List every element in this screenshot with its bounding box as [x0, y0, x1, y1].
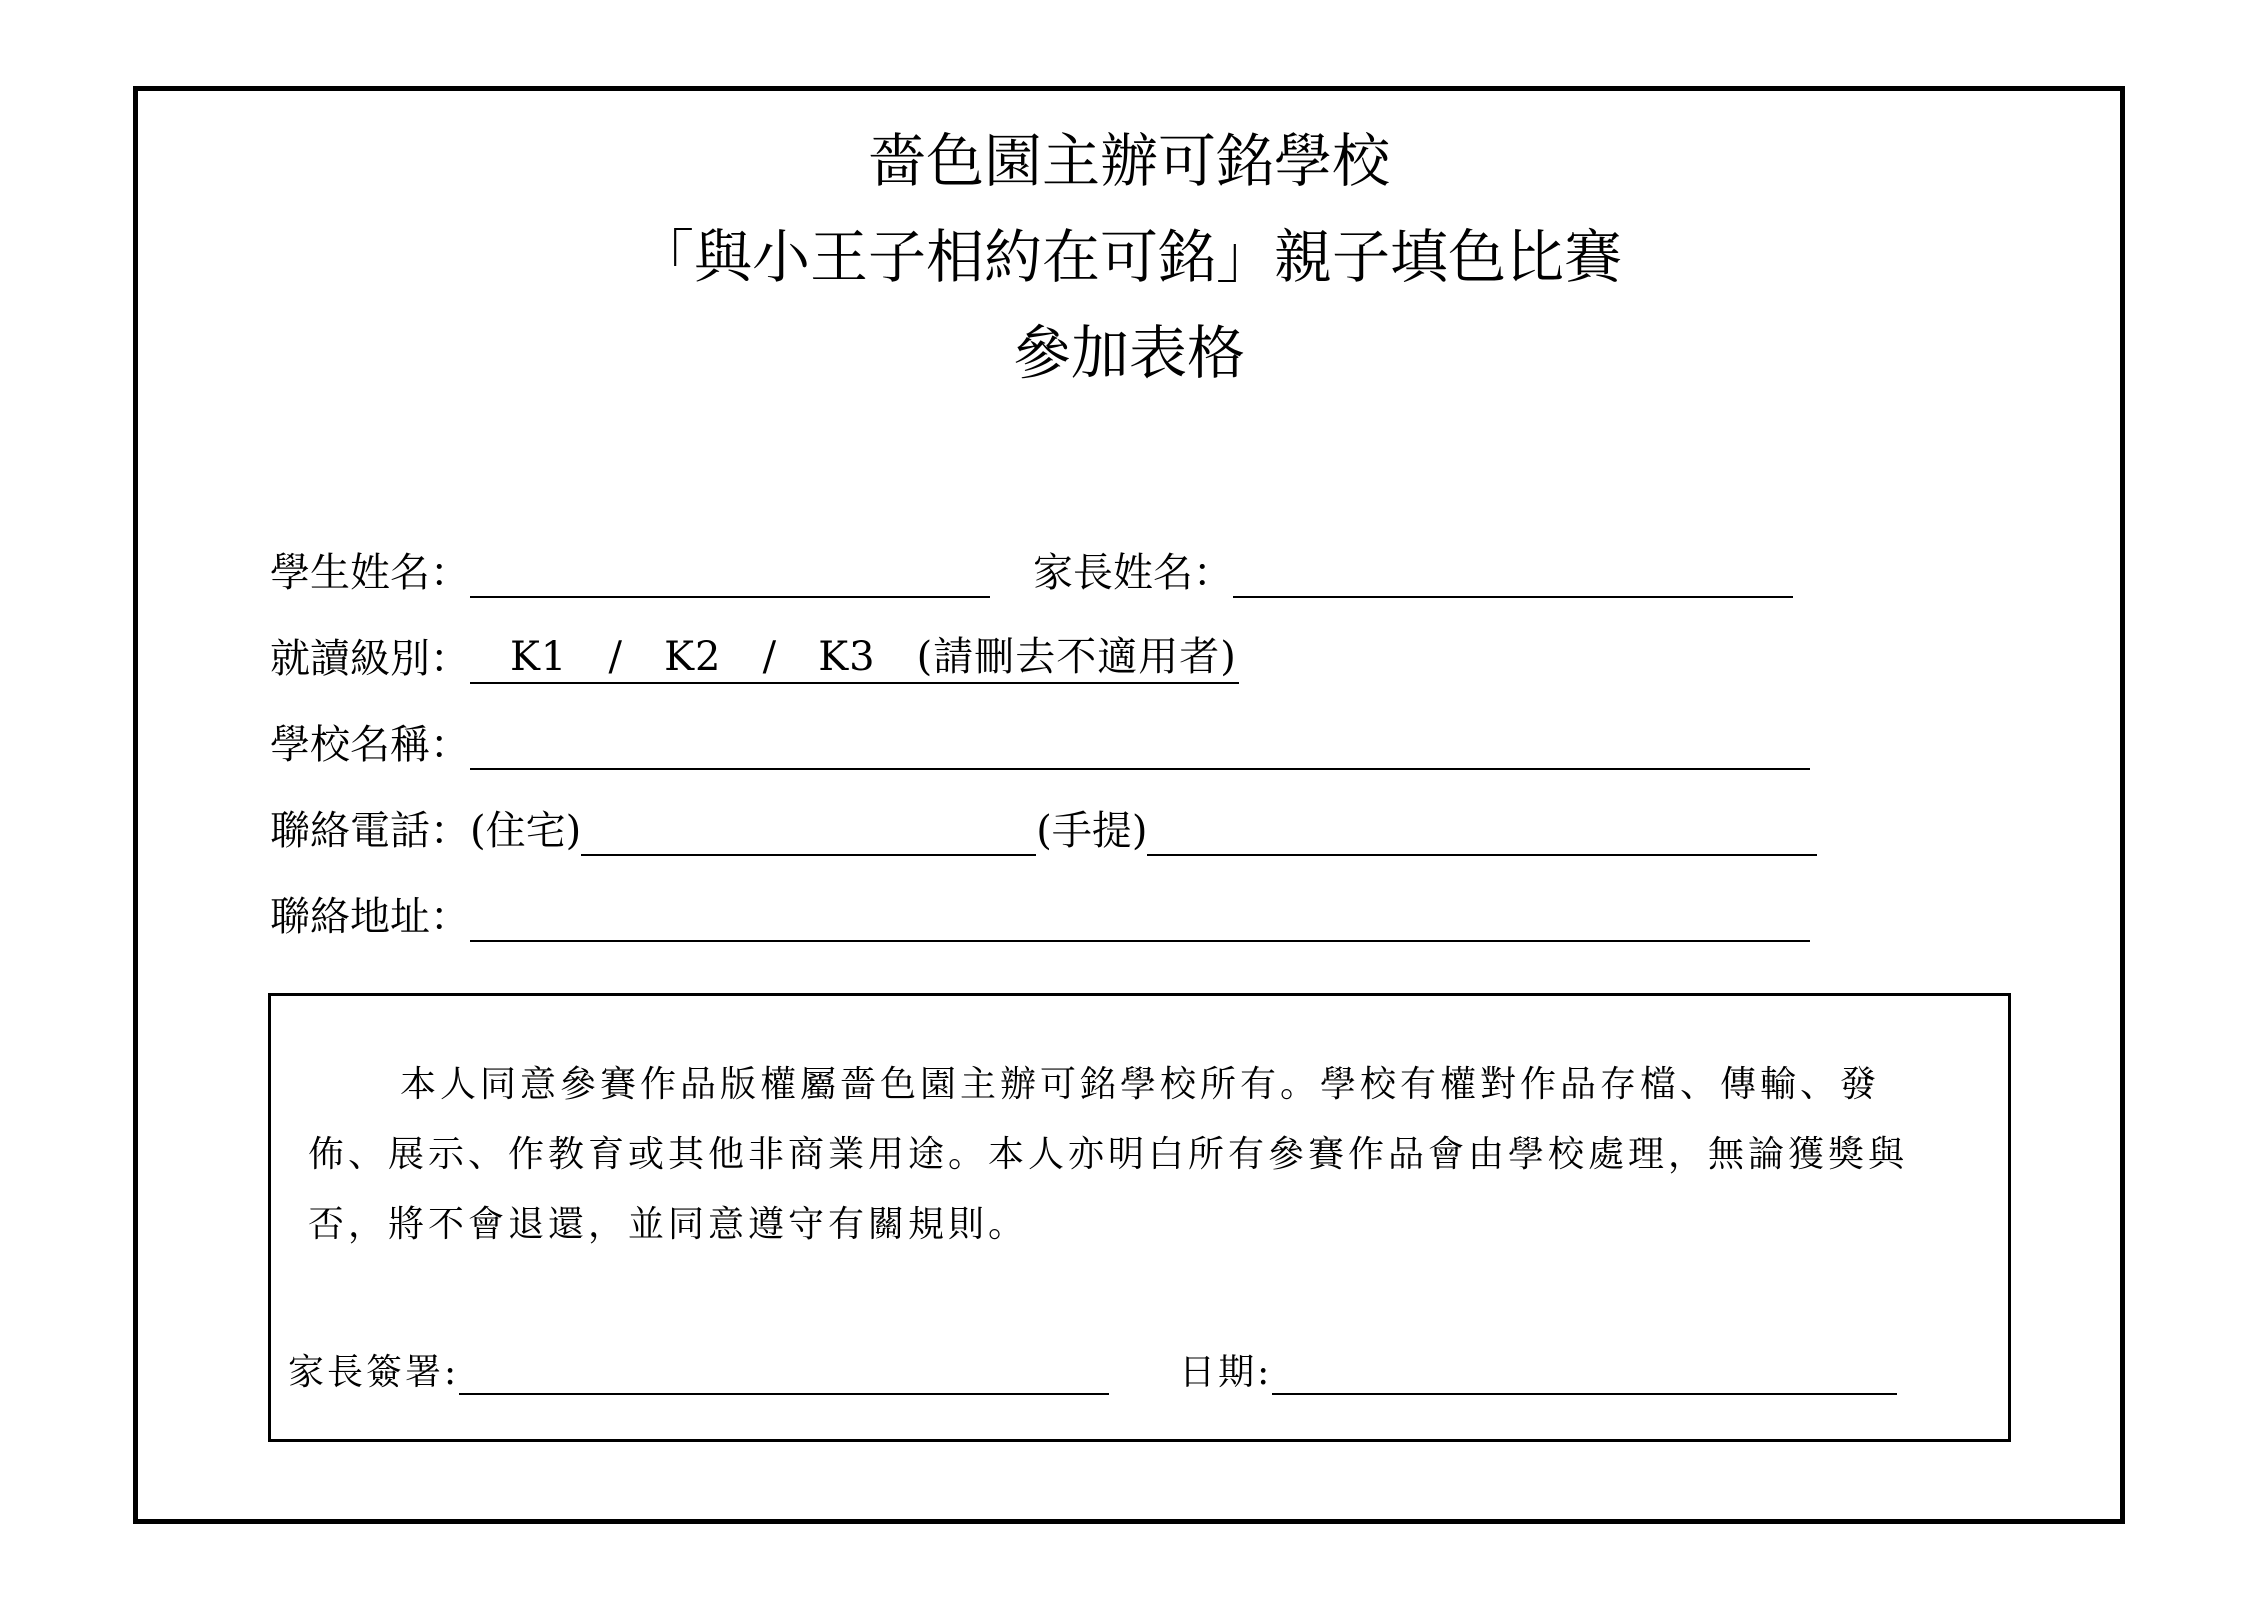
form-title: 參加表格: [1012, 319, 1245, 387]
parent-signature-field[interactable]: [459, 1353, 1109, 1395]
contest-title: 「與小王子相約在可銘」親子填色比賽: [635, 223, 1622, 291]
school-name-label: 學校名稱：: [270, 722, 470, 768]
mobile-phone-label: (手提): [1036, 808, 1148, 854]
phone-row: [270, 796, 1817, 856]
school-name-field[interactable]: [470, 728, 1810, 770]
parent-name-field[interactable]: [1233, 556, 1793, 598]
grade-label: 就讀級別：: [270, 636, 470, 682]
date-label: 日期:: [1179, 1352, 1273, 1393]
mobile-phone-field[interactable]: [1147, 814, 1817, 856]
school-row: [270, 710, 1810, 770]
grade-row: [270, 624, 1239, 684]
date-field[interactable]: [1272, 1353, 1897, 1395]
phone-label: 聯絡電話：: [270, 808, 470, 854]
name-row: [270, 538, 1793, 598]
home-phone-field[interactable]: [581, 814, 1036, 856]
signature-row: [288, 1335, 1897, 1395]
consent-statement: 本人同意參賽作品版權屬嗇色園主辦可銘學校所有。學校有權對作品存檔、傳輸、發佈、展示、作教育或其他非商業用途。本人亦明白所有參賽作品會由學校處理，無論獲獎與否，將不會退還，並同意遵守有關規則。: [308, 1064, 1909, 1245]
title-block: [133, 127, 2125, 418]
student-name-label: 學生姓名：: [270, 550, 470, 596]
address-row: [270, 882, 1810, 942]
home-phone-label: (住宅): [470, 808, 582, 854]
parent-signature-label: 家長簽署:: [288, 1352, 460, 1393]
address-label: 聯絡地址：: [270, 894, 470, 940]
parent-name-label: 家長姓名：: [1033, 550, 1233, 596]
organizer-title: 嗇色園主辦可銘學校: [867, 127, 1390, 195]
student-name-field[interactable]: [470, 556, 990, 598]
address-field[interactable]: [470, 900, 1810, 942]
grade-options[interactable]: K1 / K2 / K3 (請刪去不適用者): [470, 625, 1239, 684]
